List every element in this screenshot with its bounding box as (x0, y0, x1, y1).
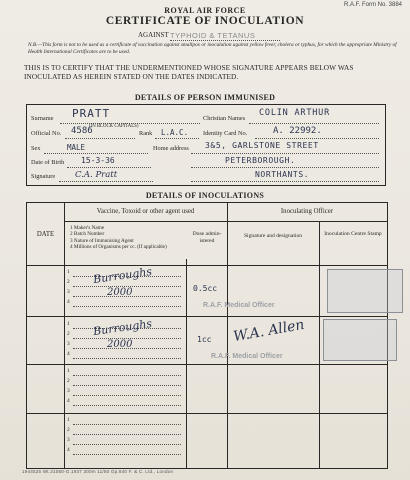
row4-num-3: 3 (67, 437, 70, 443)
official-no-value: 4586 (71, 126, 93, 136)
row2-centre-stamp (323, 319, 397, 361)
row4-num-2: 2 (67, 427, 70, 433)
identity-card-value: A. 22992. (273, 126, 322, 136)
vaccine-subheader (70, 225, 188, 250)
christian-names-line (249, 123, 379, 124)
row3-line-2 (73, 385, 181, 386)
header-vaccine: Vaccine, Toxoid or other agent used (96, 208, 195, 215)
row4-num-4: 4 (67, 447, 70, 453)
col-divider-centre (319, 221, 320, 468)
row3-num-4: 4 (67, 398, 70, 404)
rank-value: L.A.C. (161, 128, 189, 137)
form-number: R.A.F. Form No. 3884 (343, 2, 402, 8)
header-officer: Inoculating Officer (280, 208, 334, 215)
row3-num-2: 2 (67, 378, 70, 384)
row3-line-1 (73, 375, 181, 376)
sex-label: Sex (31, 145, 41, 152)
vaccine-sub-1: 1 Maker's Name (70, 225, 105, 231)
inoculation-table (26, 202, 388, 469)
surname-label: Surname (31, 115, 54, 122)
row1-line-4 (73, 306, 181, 307)
person-section-title: DETAILS OF PERSON IMMUNISED (134, 93, 276, 102)
rank-label: Rank (139, 130, 153, 137)
home-address-value-2: PETERBOROUGH. (225, 156, 296, 165)
row3-num-3: 3 (67, 388, 70, 394)
row2-line-4 (73, 358, 181, 359)
org-heading: ROYAL AIR FORCE (164, 6, 246, 15)
row2-officer-stamp: R.A.F. Medical Officer (211, 353, 283, 360)
header-bottom (27, 265, 387, 266)
official-no-line (65, 138, 135, 139)
sex-line (44, 153, 148, 154)
row4-line-2 (73, 434, 181, 435)
row2-num-2: 2 (67, 331, 70, 337)
row1-batch: 2000 (107, 287, 133, 298)
against-label: AGAINST (138, 31, 169, 39)
row1-dose: 0.5cc (193, 284, 218, 293)
home-address-line-2 (191, 167, 379, 168)
inoculation-section-title: DETAILS OF INOCULATIONS (145, 191, 265, 200)
row1-num-2: 2 (67, 279, 70, 285)
col-divider-date (64, 203, 65, 468)
header-divider (64, 221, 387, 222)
row-divider-3 (27, 413, 387, 414)
person-signature: C.A. Pratt (75, 170, 118, 180)
signature-line (59, 181, 153, 182)
sex-value: MALE (67, 143, 86, 152)
home-address-line-3 (191, 181, 379, 182)
nb-note: N.B.—This form is not to be used as a certificate of vaccination against smallpox or inoculation against yellow fever, cholera or typhus, for which the appropriate Ministry of Health International Certificates are to be used. (28, 42, 397, 55)
rank-line (155, 138, 199, 139)
surname-value: PRATT (72, 107, 111, 120)
header-centre-stamp: Inoculation Centre Stamp (324, 231, 382, 237)
row3-num-1: 1 (67, 368, 70, 374)
row4-num-1: 1 (67, 417, 70, 423)
row3-line-3 (73, 395, 181, 396)
vaccine-sub-3: 3 Nature of Immunising Agent (70, 237, 134, 244)
col-divider-officer (227, 203, 228, 468)
home-address-line-1 (191, 153, 379, 154)
home-address-value-1: 3&5, GARLSTONE STREET (205, 141, 319, 150)
vaccine-sub-4: 4 Millions of Organisms per cc. (If applicable) (70, 243, 167, 250)
home-address-value-3: NORTHANTS. (255, 170, 310, 179)
row2-maker: Burroughs (92, 316, 153, 339)
signature-label: Signature (31, 173, 56, 180)
header-dose: Dose admin-istered (192, 231, 222, 244)
row2-num-3: 3 (67, 341, 70, 347)
printer-imprint: 1944525 Wt.31050-G.1937 300m 11/50 Gp.840 F. & C. Ltd., London (22, 469, 174, 474)
block-capitals-note: (IN BLOCK CAPITALS) (89, 124, 139, 129)
row1-officer-stamp: R.A.F. Medical Officer (203, 302, 275, 309)
row4-line-1 (73, 424, 181, 425)
dob-value: 15-3-36 (81, 156, 115, 165)
vaccine-sub-2: 2 Batch Number (70, 231, 105, 238)
row2-num-1: 1 (67, 321, 70, 327)
christian-names-label: Christian Names (203, 115, 246, 122)
row-divider-1 (27, 316, 387, 317)
header-date: DATE (36, 231, 55, 238)
identity-card-label: Identity Card No. (203, 130, 248, 137)
certificate-title: CERTIFICATE OF INOCULATION (105, 15, 305, 27)
row4-line-3 (73, 444, 181, 445)
row1-maker: Burroughs (92, 264, 153, 287)
row2-dose: 1cc (197, 335, 212, 344)
row3-line-4 (73, 405, 181, 406)
row2-officer-signature: W.A. Allen (232, 316, 306, 346)
row2-num-4: 4 (67, 351, 70, 357)
against-value: TYPHOID & TETANUS (170, 31, 256, 40)
official-no-label: Official No. (31, 130, 62, 137)
person-box (26, 104, 386, 186)
dob-label: Date of Birth (31, 159, 65, 166)
row4-line-4 (73, 454, 181, 455)
row1-centre-stamp (327, 269, 403, 313)
row1-num-4: 4 (67, 299, 70, 305)
against-line (170, 40, 280, 41)
home-address-label: Home address (153, 145, 189, 152)
dob-line (67, 167, 151, 168)
header-signature: Signature and designation (243, 233, 303, 239)
row-divider-2 (27, 364, 387, 365)
row2-batch: 2000 (107, 339, 133, 350)
row1-num-1: 1 (67, 269, 70, 275)
identity-card-line (255, 138, 379, 139)
row1-num-3: 3 (67, 289, 70, 295)
christian-names-value: COLIN ARTHUR (259, 108, 331, 118)
certify-statement: THIS IS TO CERTIFY THAT THE UNDERMENTIONED WHOSE SIGNATURE APPEARS BELOW WAS INOCULATED AS HEREIN STATED ON THE DATES INDICATED. (24, 63, 354, 81)
